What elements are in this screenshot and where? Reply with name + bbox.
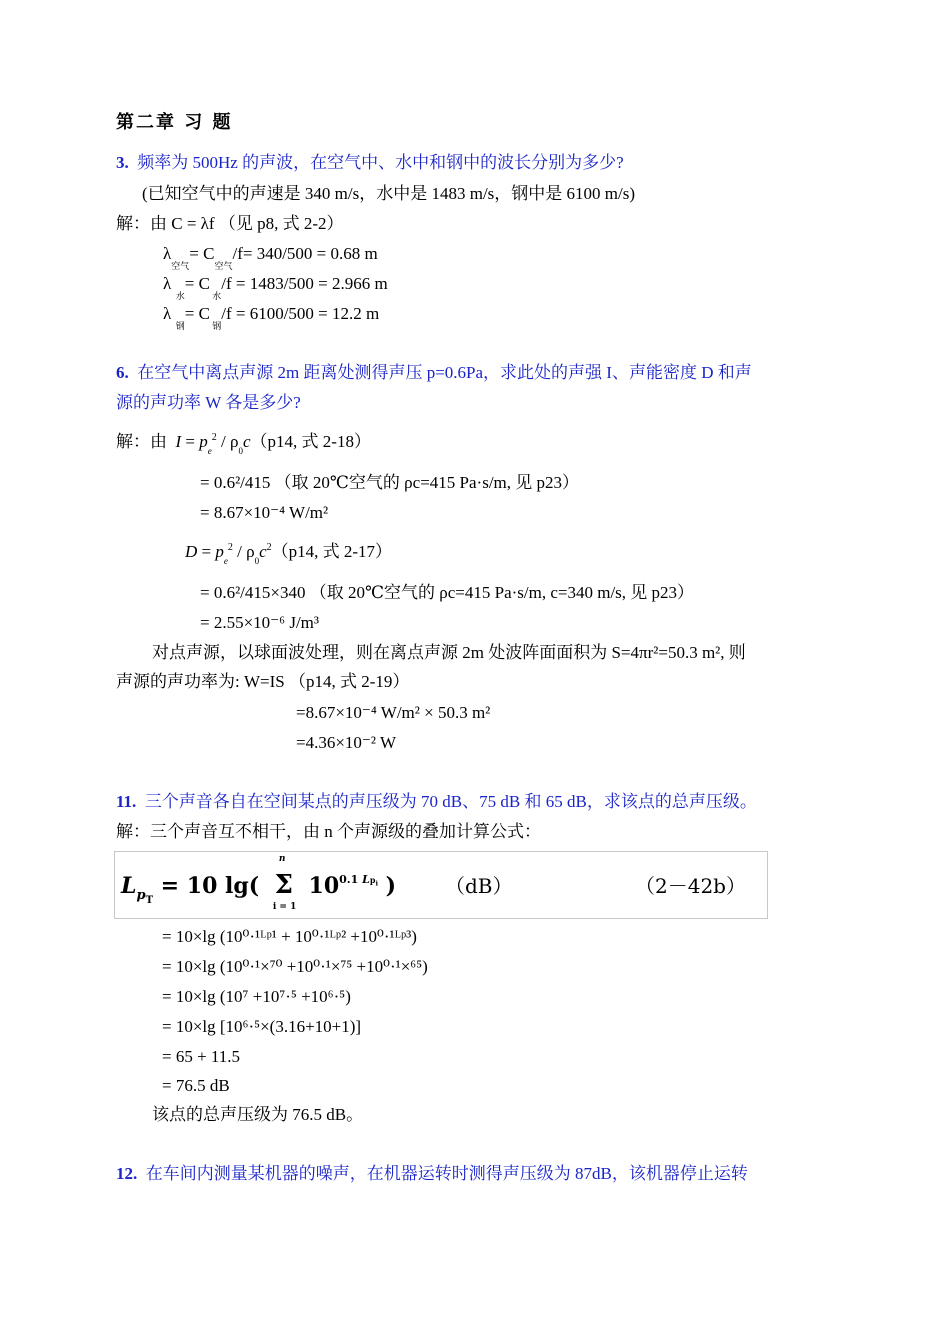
point-source-paragraph: 对点声源，以球面波处理，则在离点声源 2m 处波阵面面积为 S=4πr²=50.3 m², 则 [152,643,746,662]
steel-wavelength: λ $_钢$= C $_钢$/f = 6100/500 = 12.2 m [163,304,380,331]
conclusion: 该点的总声压级为 76.5 dB。 [152,1105,364,1124]
question-number: 3. [116,153,129,172]
energy-density-equation: $D = p_e^2 / \rho_0c^2(p14$, 式 2-17） [185,542,393,566]
question-text: 在空气中离点声源 2m 距离处测得声压 p=0.6Pa，求此处的声强 I、声能密度 D 和声 [137,363,752,382]
sound-power-result: =4.36×10⁻² W [296,733,396,752]
sum-formula: $L_{p_T} = 10$ lg( n Σ i = 1 $10^{0.1 Lp_i}$ ) [121,854,397,912]
calc-step: = 10×lg (10⁰·¹ᴸᵖ¹ + 10⁰·¹ᴸᵖ² +10⁰·¹ᴸᵖ³) [162,927,417,946]
water-wavelength: λ $_水$= C $_水$/f = 1483/500 = 2.966 m [163,274,388,301]
intensity-result: = 8.67×10⁻⁴ W/m² [200,503,329,522]
sound-power-step-1: =8.67×10⁻⁴ W/m² × 50.3 m² [296,703,491,722]
sum-formula-image [114,851,768,919]
calc-step: = 10×lg [10⁶·⁵×(3.16+10+1)] [162,1017,362,1036]
intensity-equation: 解：由 $I = p_e^2 / \rho_0c(p14$, 式 2-18） [116,432,371,456]
energy-density-result: = 2.55×10⁻⁶ J/m³ [200,613,319,632]
air-wavelength: $\lambda_{空气}= C_{空气}/f= 340/500 = 0.68$ m [163,244,378,271]
solution-intro: 解：由 C = λf （见 p8, 式 2-2） [116,214,344,233]
question-text: 在车间内测量某机器的噪声，在机器运转时测得声压级为 87dB，该机器停止运转 [145,1164,748,1183]
formula-reference: （2－42b） [635,874,746,898]
calc-step: = 10×lg (10⁰·¹×⁷⁰ +10⁰·¹×⁷⁵ +10⁰·¹×⁶⁵) [162,957,428,976]
question-3 [116,152,624,174]
formula-unit: （dB） [445,874,513,898]
question-text: 三个声音各自在空间某点的声压级为 70 dB、75 dB 和 65 dB，求该点的总声压级。 [144,792,757,811]
calc-step: = 76.5 dB [162,1076,230,1095]
calc-step: = 10×lg (10⁷ +10⁷·⁵ +10⁶·⁵) [162,987,351,1006]
question-6-cont: 源的声功率 W 各是多少? [116,393,301,412]
intensity-step-1: = 0.6²/415 （取 20℃空气的 ρc=415 Pa·s/m, 见 p23） [200,473,580,492]
question-number: 11. [116,792,137,811]
sound-power-formula: 声源的声功率为: W=IS （p14, 式 2-19） [116,672,410,691]
solution-intro: 解：三个声音互不相干，由 n 个声源级的叠加计算公式： [116,822,541,841]
question-text: 频率为 500Hz 的声波，在空气中、水中和钢中的波长分别为多少? [137,153,624,172]
energy-density-step-1: = 0.6²/415×340 （取 20℃空气的 ρc=415 Pa·s/m, c=340 m/s, 见 p23） [200,583,695,602]
given-values: (已知空气中的声速是 340 m/s，水中是 1483 m/s，钢中是 6100 m/s) [142,184,636,203]
question-number: 12. [116,1164,138,1183]
question-number: 6. [116,363,129,382]
chapter-title: 第二章 习 题 [116,112,233,133]
question-6 [116,362,752,384]
calc-step: = 65 + 11.5 [162,1047,241,1066]
question-11 [116,791,757,813]
question-12 [116,1163,748,1185]
